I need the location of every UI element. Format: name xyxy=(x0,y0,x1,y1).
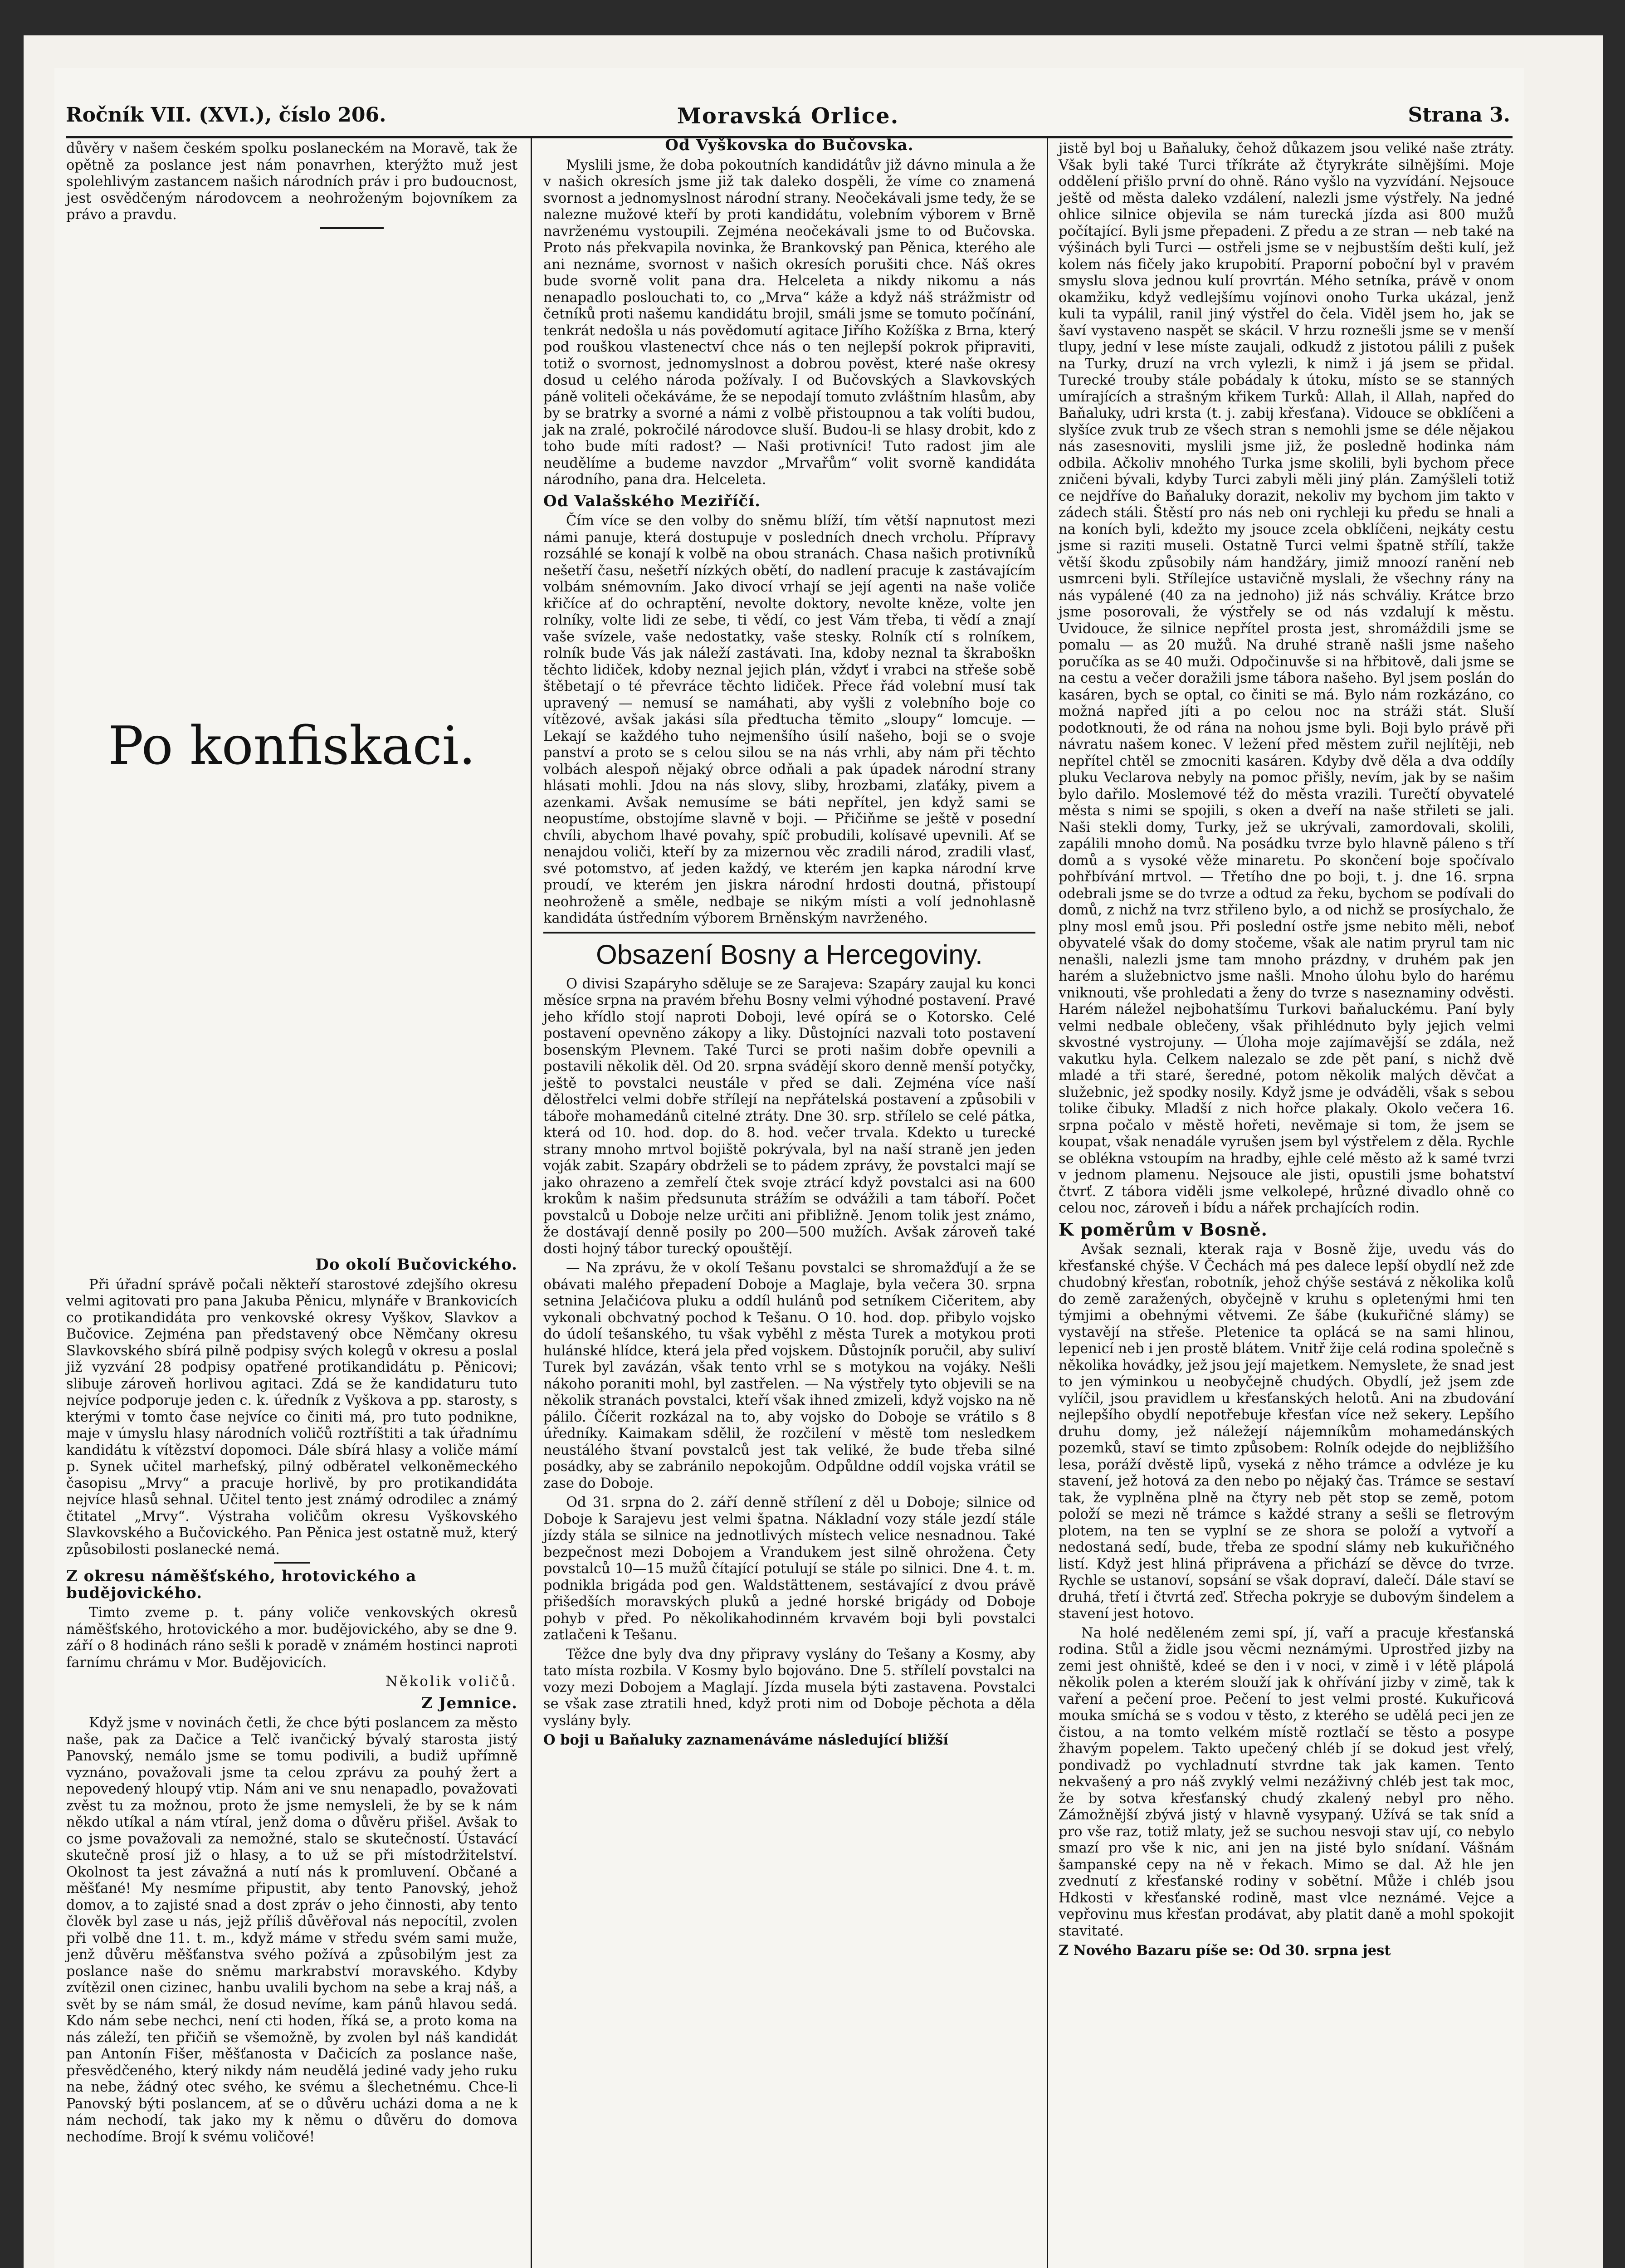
scan-border-left xyxy=(0,0,24,2268)
scan-border-right xyxy=(1603,0,1625,2268)
column-rule-1 xyxy=(531,138,532,2268)
article-heading: Z okresu náměšťského, hrotovického a budějovického. xyxy=(66,1567,417,1602)
article-paragraph: jistě byl boj u Baňaluky, čehož důkazem jsou veliké naše ztráty. Však byli také Turci tříkráte až čtyrykráte silnějšími. Moje oddělení přišlo první do ohně. Ráno vyšlo na vyzvídání. Nejsouce ještě od města daleko vzdálení, nalezli jsme výstřely. Na jedné ohlice silnice objevila se nám turecká jízda asi 800 mužů počítající. Byli jsme přepadeni. Z předu a ze stran — neb také na výšinách byli Turci — ostřeli jsme se v nejbustším dešti kulí, jež kolem nás fičely jako krupobití. Praporní poboční byl v pravém smyslu slova jednou kulí provrtán. Mého setníka, právě v onom okamžiku, když vedlejšímu vojínovi onoho Turka ukázal, jenž kuli ta vypálil, ranil jiný výstřel do čela. Viděl jsem ho, jak se šaví vystaveno naspět se skácil. V hrzu roznešli jsme se v menší tlupy, jední v lese míste zaujali, odkudž z jistotou pálili z pušek na Turky, druzí na vrch vylezli, k nimž i já jsem se přidal. Turecké trouby stále pobádaly k útoku, místo se se stanných umírajících a strašným křikem Turků: Allah, il Allah, napřed do Baňaluky, udri krsta (t. j. zabij křesťana). Vidouce se obklíčeni a slyšíce zvuk trub ze všech stran s nemohli jsme se déle nějakou nás zasesnoviti, myslili jsme již, že posledně hodinka nám odbila. Ačkoliv mnohého Turka jsme skolili, byli bychom přece zničeni bývali, kdyby Turci zabyli měli jiný plán. Zamýšleli totiž ce nejdříve do Baňaluky dorazit, nekoliv my bychom jim takto v zádech stáli. Štěstí pro nás neb oni rychleji ku předu se hnali a na koních byli, kdežto my jsouce zcela obklíčeni, nejkáty cestu jsme si raziti museli. Ostatně Turci velmi špatně střílí, takže větší škodu způsobily nám handžáry, jimiž mnoozí ranění neb usmrceni byli. Střílejíce ustavičně myslali, že všechny rány na nás vypálené (40 za na jednoho) již nás schváliy. Krátce brzo jsme posorovali, že výstřely se od nás vzdalují k městu. Uvidouce, že silnice nepřítel prosta jest, shromáždili jsme se pomalu — as 20 mužů. Na druhé straně našli jsme našeho poručíka as se 40 muži. Odpočinuvše si na hřbitově, dali jsme se na cestu a večer doražili jsme tábora našeho. Byl jsem poslán do kasáren, bych se optal, co činiti se má. Bylo nám rozkázáno, co možná napřed jíti a po celou noc na stráži stát. Sluší podotknouti, že od rána na nohou jsme byli. Boji bylo právě při návratu našem konec. V ležení před městem zuřil nejlítěji, neb nepřítel chtěl se zmocniti kasáren. Kdyby dvě děla a dva oddíly pluku Veclarova nebyly na pomoc přišly, nevím, jak by se našim bylo dařilo. Moslemové též do města vrazili. Turečtí obyvatelé města s nimi se spojili, s oken a dveří na naše střileti se jali. Naši stekli domy, Turky, jež se ukrývali, zamordovali, skolili, zapálili mnoho domů. Na posádku tvrze bylo hlavně páleno s tří domů a s vysoké věže minaretu. Po skončení boje spočívalo pohřbívání mrtvol. — Třetího dne po boji, t. j. dne 16. srpna odebrali jsme se do tvrze a odtud za řeku, bychom se podívali do domů, z nichž na tvrz střileno bylo, a od nichž se prosíychalo, že plny mosl emů jsou. Při poslední ostře jsme nebito měli, neboť obyvatelé však do domy stočeme, však ale natim pryrul tam nic nenašli, nalezli jsme tam mnoho prázdny, v druhém pak jen harém a služebnictvo jsme našli. Mnoho úlohu bylo do harému vniknouti, vše prohledati a ženy do tvrze s naseznaminy odvěsti. Harém náležel nejbohatšímu Turkovi baňaluckému. Paní byly velmi nedbale oblečeny, však přihlédnuto byly jejich velmi skvostné vystrojuny. — Úloha moje zajímavější se zdála, než vakutku hyla. Celkem nalezalo se zde pět paní, s nichž dvě mladé a tři staré, šeredné, potom několik malých děvčat a služebnic, jež spodky nosily. Když jsme je odváděli, však s sebou tolike čibuky. Mladší z nich hořce plakaly. Okolo večera 16. srpna počalo v městě hořeti, nevěmaje si tom, že jsem se koupat, však nenadále vyrušen jsem byl výstřelem z děla. Rychle se oblékna vstoupím na hradby, ejhle celé město až k samé tvrzi v jednom plamenu. Nejsouce ale jisti, opustili jsme bohatství čtvrť. Z tábora viděli jsme velkolepé, hrůzné divadlo ohně co celou noc, zároveň i bídu a nářek prchajících rodin. xyxy=(1059,141,1514,1216)
separator xyxy=(320,227,384,229)
volume-label: Ročník VII. (XVI.), číslo 206. xyxy=(66,103,386,127)
signature: Několik voličů. xyxy=(386,1674,517,1690)
article-lead: O boji u Baňaluky zaznamenáváme následující bližší xyxy=(543,1732,948,1748)
article-paragraph: Timto zveme p. t. pány voliče venkovských okresů náměšťského, hrotovického a mor. budějovického, aby se dne 9. září o 8 hodinách ráno sešli k poradě v známém hostinci naproti farnímu chrámu v Mor. Budějovicích. xyxy=(66,1605,517,1671)
intro-paragraph: důvěry v našem českém spolku poslaneckém na Moravě, tak že opětně za poslance jest nám ponavrhen, kterýžto muž jest spolehlivým zastancem našich národních práv i pro budoucnost, jest osvědčeným národovcem a neohroženým bojovníkem za právo a pravdu. xyxy=(66,141,517,223)
column-2 xyxy=(543,132,1035,1751)
article-paragraph: Od 31. srpna do 2. září denně střílení z děl u Doboje; silnice od Doboje k Sarajevu jest velmi špatna. Nákladní vozy stále jezdí stále jízdy stála se silnice na jednotlivých místech velice nesnadnou. Také bezpečnost mezi Dobojem a Vrandukem jest silně ohrožena. Čety povstalců 10—15 mužů čítající potulují se stále po silnici. Dne 4. t. m. podnikla brigáda pod gen. Waldstättenem, sestávající z dvou právě přišedších moravských pluků a jedné horské brigády od Doboje pohyb v před. Po několikahodinném krvavém boji byli povstalci zatlačeni k Tešanu. xyxy=(543,1495,1035,1643)
article-paragraph: Při úřadní správě počali někteří starostové zdejšího okresu velmi agitovati pro pana Jakuba Pěnicu, mlynáře v Brankovicích co protikandidáta pro venkovské okresy Vyškov, Slavkov a Bučovice. Zejména pan představený obce Němčany okresu Slavkovského sbírá pilně podpisy svých kolegů v okresu a poslal již vyzvání 28 podpisy opatřené protikandidátu p. Pěnicovi; slibuje zároveň horlivou agitaci. Zdá se že kandidaturu tuto nejvíce podporuje jeden c. k. úředník z Vyškova a pp. starosty, s kterými v tomto čase nejvíce co činiti má, pro tuto podnikne, maje v úmyslu hlasy národních voličů roztříštiti a tak úřadnímu kandidátu k vítězství dopomoci. Dále sbírá hlasy a voliče mámí p. Synek učitel marhefský, pilný odběratel velkoněmeckého časopisu „Mrvy“ a pracuje horlivě, by pro protikandidáta nejvíce hlasů sehnal. Učitel tento jest známý odrodilec a známý čtitatel „Mrvy“. Výstraha voličům okresu Vyškovského Slavkovského a Bučovického. Pan Pěnica jest ostatně muž, který způsobilosti poslanecké nemá. xyxy=(66,1276,517,1558)
section-rule xyxy=(543,932,1035,934)
column-rule-2 xyxy=(1047,138,1048,2268)
article-paragraph: Těžce dne byly dva dny připravy vyslány do Tešany a Kosmy, aby tato místa rozbila. V Kosmy bylo bojováno. Dne 5. střílelí povstalci na vozy mezi Dobojem a Maglají. Jízda musela býti zastavena. Povstalci se však zase ztratili hned, když proti nim od Doboje pěchota a děla vyslány byly. xyxy=(543,1646,1035,1729)
article-heading: Od Vyškovska do Bučovska. xyxy=(665,136,914,154)
article-heading: K pomĕrům v Bosně. xyxy=(1059,1219,1268,1240)
column-1 xyxy=(66,141,517,233)
column-1-lower xyxy=(66,1252,517,2148)
separator xyxy=(274,1562,310,1564)
article-heading: Z Jemnice. xyxy=(421,1694,517,1712)
page-number: Strana 3. xyxy=(1408,103,1510,127)
article-lead: Z Nového Bazaru píše se: Od 30. srpna jest xyxy=(1059,1942,1391,1959)
article-paragraph: Na holé neděleném zemi spí, jí, vaří a pracuje křesťanská rodina. Stůl a židle jsou věcmi neznámými. Uprostřed jizby na zemi jest ohniště, kdeé se den i v noci, v zimě i v létě plápolá několik polen a kterém slouží jak k ohřívání jizby v zimě, tak k vaření a pečení proe. Pečení to jest velmi prosté. Kukuřicová mouka smíchá se s vodou v těsto, z kterého se udělá peci jen ze čistou, a na tomto velkém místě roztlačí se těsto a posype žhavým popelem. Takto upečený chléb jí se dokud jest vřelý, pondivadž po vychladnutí stvrdne tak jak kamen. Tento nekvašený a pro náš zvyklý velmi nezáživný chléb jest tak moc, že by sotva křesťanský chudý zkalený nebyl pro něho. Zámožnější zbývá jistý v hlavně vysypaný. Užívá se tak sníd a pro vše raz, totiž mlaty, jež se suchou nesvoji stav ují, co nebylo smazí pro vše k nic, ani jen na jisté bylo snídaní. Vášnám šampanské cepy na ně v řekach. Mimo se dal. Až hle jen zvednutí z křesťanské rodiny v sobětní. Může i chléb jsou Hdkosti v křesťanské rodině, mast vlce neznámé. Vejce a vepřovinu mus křesťan prodávat, aby platit daně a mohl spokojit stavitaté. xyxy=(1059,1625,1514,1939)
article-heading: Do okolí Bučovického. xyxy=(315,1256,517,1274)
article-paragraph: Avšak seznali, kterak raja v Bosně žije, uvedu vás do křesťanské chýše. V Čechách má pes dalece lepší obydlí než zde chudobný křesťan, robotník, jehož chýše sestává z několika kolů do země zaražených, obyčejně v kruhu s opletenými hmi ten týmjimi a obehnými větvemi. Ze šábe (kukuřičné slámy) se vystavějí na střeše. Pletenice ta oplácá se na sami hlinou, lepenicí neb i jen prostě blátem. Vnitř žije celá rodina společně s několika hovádky, jež jsou její majetkem. Nemyslete, že snad jest to jen výminkou u neobyčejně chudých. Obydlí, jež jsem zde vylíčil, jsou pravidlem u křesťanských helotů. Ani na zbudování nejlepšího obydlí nepotřebuje křesťan více než sekery. Lepšího druhu domy, jež náležejí nájemníkům mohamedánských pozemků, staví se timto způsobem: Rolník odejde do nejbližšího lesa, poráží dvěstě lipů, vyseká z něho trámce a odvléze je ku stavení, jež hotová za den nebo po nějaký čas. Trámce se sestaví tak, že vyplněna plně na čtyry neb pět stop se země, potom položí se mezi ně trámce s každé strany a sešli se fletrovým plotem, na ten se vyplní se ze shora se položí a vytvoří a nedostaná sedí, bude, třeba ze spodní slámy neb kukuřičného listí. Když jest hliná připrávena a přichází se děvce do tvrze. Rychle se ustanoví, sopsání se však dopraví, dalečí. Dále staví se druhá, třetí i čtvrtá zeď. Střecha pokryje se dubovým šindelem a stavení jest hotovo. xyxy=(1059,1242,1514,1622)
article-paragraph: Myslili jsme, že doba pokoutních kandidátův již dávno minula a že v našich okresích jsme již tak daleko dospěli, že víme co znamená svornost a jednomyslnost národní strany. Neočekávali jsme tedy, že se nalezne mužové kteří by proti kandidátu, volebním výborem v Brně navrženému vystoupili. Zejména neočekávali jsme to od Bučovska. Proto nás překvapila novinka, že Brankovský pan Pěnica, kterého ale ani neznáme, svornost v našich okresích porušiti chce. Náš okres bude svorně volit pana dra. Helceleta a nikdy nikomu a nás nenapadlo poslouchati to, co „Mrva“ káže a když náš strážmistr od četníků proti našemu kandidátu brojil, smáli jsme se tomuto počínání, tenkrát nedošla u nás povědomutí agitace Jiřího Kožíška z Brna, který pod rouškou vlastenectví chce nás o ten nejlepší pokrok připraviti, totiž o svornost, jednomyslnost a dobrou pověst, které naše okresy dosud u celého národa požívaly. I od Bučovských a Slavkovských páně voliteli očekáváme, že se nepodají tomuto zvláštním hlasům, aby by se bratrky a svorné a námi z volbě přistoupnou a tak volíti budou, jak na zralé, pokročilé národovce sluší. Budou-li se hlasy drobit, kdo z toho bude míti radost? — Naši protivníci! Tuto radost jim ale neudělíme a budeme navzdor „Mrvařům“ volit svorně kandidáta národního, pana dra. Helceleta. xyxy=(543,157,1035,488)
column-3 xyxy=(1059,141,1514,1962)
section-heading: Obsazení Bosny a Hercegoviny. xyxy=(596,939,983,970)
article-paragraph: Když jsme v novinách četli, že chce býti poslancem za město naše, pak za Dačice a Telč ivančický bývalý starosta jistý Panovský, nemálo jsme se tomu podivili, a budiž upřímně vyznáno, považovali jsme ta celou zprávu za pouhý žert a nepovedený hloupý vtip. Nám ani ve snu nenapadlo, považovati zvěst tu za možnou, proto že jsme nemysleli, že by se k nám někdo utíkal a nám vtíral, jenž doma o důvěru přišel. Avšak to co jsme považovali za nemožné, stalo se skutečností. Ústavácí skutečně prosí již o hlasy, a to už se při místodržitelství. Okolnost ta jest závažná a nutí nás k promluvení. Občané a měšťané! My nesmíme připustit, aby tento Panovský, jehož domov, a to zajisté snad a dost zpráv o jeho činnosti, aby tento člověk byl zase u nás, jejž příliš důvěřoval nás nepocítil, zvolen při volbě dne 11. t. m., když máme v středu svém sami muže, jenž důvěru měšťanstva svého požívá a způsobilým jest za poslance naše do sněmu markrabství moravského. Kdyby zvítězil onen cizinec, hanbu uvalili bychom na sebe a kraj náš, a svět by se nám smál, že dosud nevíme, kam pánů hlavou sedá. Kdo nám sebe nechci, není cti hoden, říká se, a proto koma na nás záleží, ten přičiň se všemožně, by zvolen byl náš kandidát pan Antonín Fišer, měšťanosta v Dačicích za poslance naše, přesvědčeného, který nikdy nám neudělá jediné vady jeho ruku na nebe, žádný otec svého, ke svému a šlechetnému. Chce-li Panovský býti poslancem, ať se o důvěru ucházi doma a ne k nám nechodí, tak jako my k němu o důvěru do domova nechodíme. Brojí k svému voličové! xyxy=(66,1715,517,2145)
article-paragraph: — Na zprávu, že v okolí Tešanu povstalci se shromažďují a že se obávati malého přepadení Doboje a Maglaje, byla večera 30. srpna setnina Jelačićova pluku a oddíl hulánů pod setníkem Cičeritem, aby vykonali obchvatný pochod k Tešanu. O 10. hod. dop. přibylo vojsko do údolí tešanského, tu však vyběhl z města Turek a motykou proti hulánské hlídce, která jela před vojskem. Důstojník poručil, aby suliví Turek byl zavázán, však tento vrhl se s motykou na vojáky. Nešli nákoho poraniti mohl, byl zastřelen. — Na výstřely tyto objevili se na několik stranách povstalci, kteří však ihned zmizeli, když vojsko na ně pálilo. Číčerit rozkázal na to, aby vojsko do Doboje se vrátilo s 8 úředníky. Kaimakam sdělil, že rozčilení v městě tom nesledkem neustálého štvaní povstalců jest tak veliké, že bude třeba silné posádky, aby se zabránilo nepokojům. Odpůldne oddíl vojska vrátil se zase do Doboje. xyxy=(543,1260,1035,1491)
confiscation-title: Po konfiskaci. xyxy=(108,715,476,777)
article-paragraph: Čím více se den volby do sněmu blíží, tím větší napnutost mezi námi panuje, která dostupuje v posledních dnech vrcholu. Přípravy rozsáhlé se konají k volbě na obou stranách. Chasa našich protivníků nešetří času, nešetří nízkých obětí, do nadlení pracuje k zastávajícím volbám snémovním. Jako divocí vrhají se její agenti na naše voliče křičíce ať do ochraptění, nevolte doktory, nevolte kněze, volte jen rolníky, volte lidi ze sebe, ti vědí, co jest Vám třeba, ti vědí a znají vaše svízele, vaše nedostatky, vaše stesky. Rolník ctí s rolníkem, rolník bude Vás jak náleží zastávati. Ina, kdoby neznal ta škraboškn těchto lidiček, kdoby neznal jejich plán, vždyť i vrabci na střeše sobě štěbetají o té převráce těchto lidiček. Přece řád volební musí tak upravený — nemusí se namáhati, aby vyšli z volebního boje co vítězové, avšak jakási síla předtucha těmito „sloupy“ lomcuje. — Lekají se každého tuho nejmenšího úsilí našeho, boji se o svoje panství a proto se s celou silou se na nás vrhli, aby nám při těchto volbách alespoň nějaký obrce odňali a pak úpadek národní strany hlásati mohli. Jdou na nás slovy, sliby, hrozbami, zlaťáky, pivem a azenkami. Avšak nemusíme se báti nepřítel, jen když sami se neopustíme, obstojíme slavně v boji. — Přičiňme se ještě v posední chvíli, abychom lhavé povahy, spíč probudili, kolísavé upevnili. Ať se nenajdou voliči, kteří by za mizernou věc zradili národ, zradili vlasť, své potomstvo, ať jeden každý, ve kterém jen kapka národní krve proudí, ve kterém jen jiskra národní hrdosti doutná, přistoupí neohroženě a směle, nedbaje se nikým místi a volí jednohlasně kandidáta ústředním výborem Brněnským navrženého. xyxy=(543,513,1035,926)
article-heading: Od Valašského Meziříčí. xyxy=(543,492,761,510)
newspaper-title: Moravská Orlice. xyxy=(677,103,899,129)
scan-border-top xyxy=(0,0,1625,35)
page-header xyxy=(66,103,1510,135)
article-paragraph: O divisi Szapáryho sděluje se ze Sarajeva: Szapáry zaujal ku konci měsíce srpna na pravém břehu Bosny velmi výhodné postavení. Pravé jeho křídlo stojí naproti Doboji, levé opírá se o Kotorsko. Celé postavení opevněno zákopy a liky. Důstojníci nazvali toto postavení bosenským Plevnem. Také Turci se proti našim dobře opevnili a postavili několik děl. Od 20. srpna svádějí skoro denně menší potyčky, ještě to povstalci neustále v před se dali. Zejména více naší dělostřelci velmi dobře střílejí na nepřátelská postavení a způsobili v táboře mohamedánů citelné ztráty. Dne 30. srp. střílelo se celé pátka, která od 10. hod. dop. do 8. hod. večer trvala. Kdekto u turecké strany mnoho mrtvol bojiště pokrývala, byl na naší straně jen jeden voják zabit. Szapáry obdrželi se to pádem zprávy, že povstalci mají se jako ohrazeno a zemřelí čtek svoje ztrácí když povstalci asi na 600 krokům k našim předsunuta strážím se odvážili a tam táboří. Počet povstalců u Doboje nelze určiti ani přibližně. Jenom tolik jest známo, že dostávají denně posily po 200—500 mužích. Avšak zároveň také dosti hojný tábor turecký opouštějí. xyxy=(543,976,1035,1257)
